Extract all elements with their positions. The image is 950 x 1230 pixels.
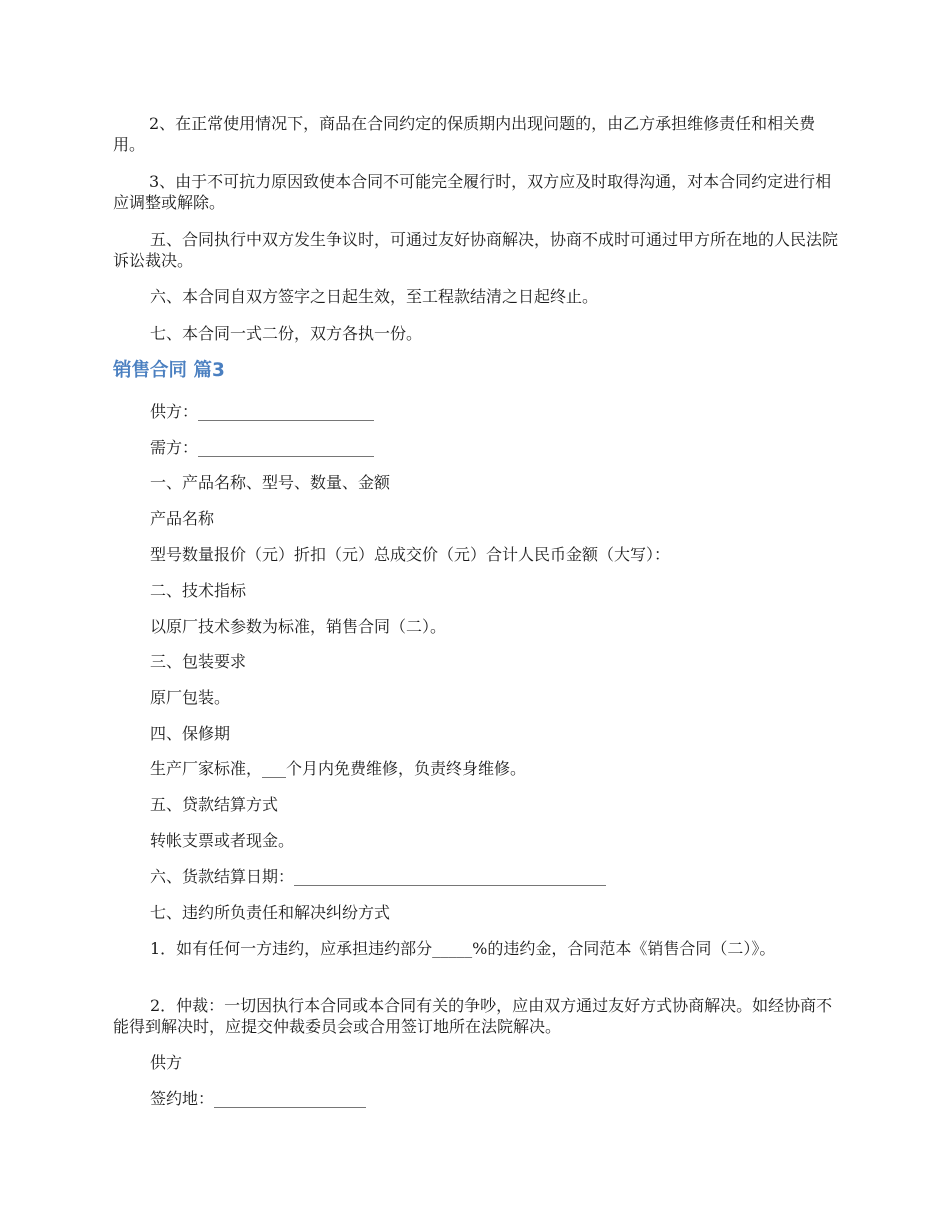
warranty-line: 生产厂家标准，___个月内免费维修，负责终身维修。 bbox=[150, 759, 527, 778]
clause-warranty-heading: 四、保修期 bbox=[150, 724, 231, 743]
packaging-line: 原厂包装。 bbox=[150, 688, 231, 707]
supplier-line: 供方：______________________ bbox=[150, 402, 375, 421]
arbitration-paragraph: 2．仲裁：一切因执行本合同或本合同有关的争吵，应由双方通过友好方式协商解决。如经协商不能得到解决时，应提交仲裁委员会或合用签订地所在法院解决。 bbox=[113, 996, 833, 1036]
clause-product-heading: 一、产品名称、型号、数量、金额 bbox=[150, 473, 391, 492]
paragraph-effective-date: 六、本合同自双方签字之日起生效，至工程款结清之日起终止。 bbox=[150, 287, 599, 306]
clause-liability-heading: 七、违约所负责任和解决纠纷方式 bbox=[150, 903, 391, 922]
paragraph-copies: 七、本合同一式二份，双方各执一份。 bbox=[150, 324, 423, 343]
clause-packaging-heading: 三、包装要求 bbox=[150, 652, 247, 671]
product-table-header-line: 型号数量报价（元）折扣（元）总成交价（元）合计人民币金额（大写）： bbox=[150, 545, 671, 564]
paragraph-warranty-responsibility: 2、在正常使用情况下，商品在合同约定的保质期内出现问题的，由乙方承担维修责任和相关费用。 bbox=[113, 114, 816, 154]
section-heading: 销售合同 篇3 bbox=[113, 360, 225, 381]
clause-payment-method-heading: 五、贷款结算方式 bbox=[150, 795, 279, 814]
paragraph-force-majeure: 3、由于不可抗力原因致使本合同不可能完全履行时，双方应及时取得沟通，对本合同约定进行相应调整或解除。 bbox=[113, 172, 832, 212]
signing-place-line: 签约地：___________________ bbox=[150, 1089, 367, 1108]
payment-date-line: 六、货款结算日期：_______________________________________ bbox=[150, 867, 607, 886]
payment-method-line: 转帐支票或者现金。 bbox=[150, 831, 295, 850]
clause-tech-spec-heading: 二、技术指标 bbox=[150, 581, 247, 600]
supplier-signature-label: 供方 bbox=[150, 1053, 183, 1072]
tech-spec-line: 以原厂技术参数为标准，销售合同（二）。 bbox=[150, 617, 447, 636]
liability-penalty-paragraph: 1．如有任何一方违约，应承担违约部分_____%的违约金，合同范本《销售合同（二）》。 bbox=[150, 939, 776, 958]
paragraph-dispute-resolution: 五、合同执行中双方发生争议时，可通过友好协商解决，协商不成时可通过甲方所在地的人民法院诉讼裁决。 bbox=[113, 230, 839, 270]
product-name-line: 产品名称 bbox=[150, 509, 215, 528]
buyer-line: 需方：______________________ bbox=[150, 438, 375, 457]
